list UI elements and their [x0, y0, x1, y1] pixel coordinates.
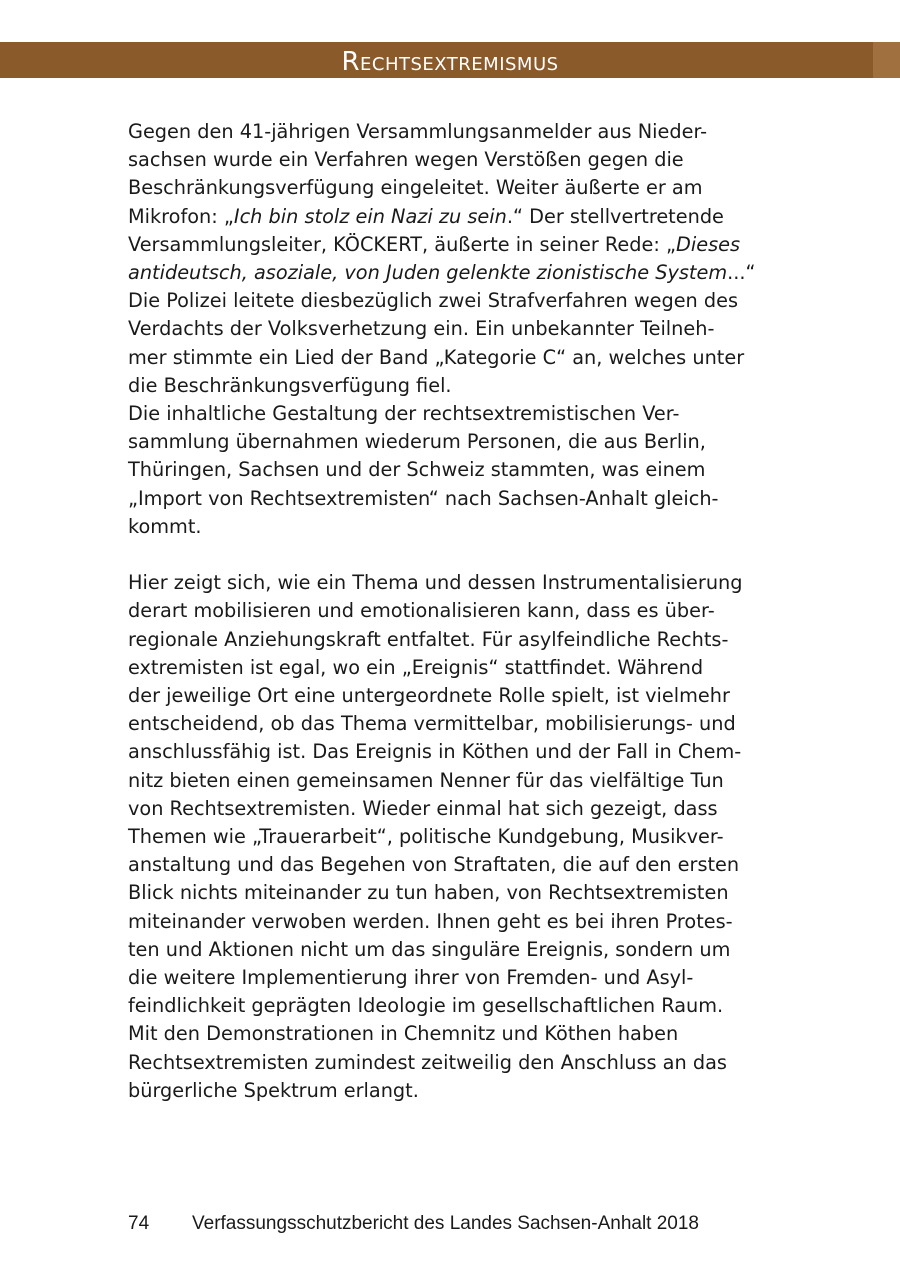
- text-line: der jeweilige Ort eine untergeordnete Rolle spielt, ist vielmehr: [128, 684, 730, 708]
- quote-italic: Dieses: [676, 232, 741, 256]
- text-line: Beschränkungsverfügung eingeleitet. Weiter äußerte er am: [128, 176, 703, 200]
- text-line: [128, 259, 778, 287]
- text-line: Thüringen, Sachsen und der Schweiz stammten, was einem: [128, 458, 706, 482]
- text-line: Rechtsextremisten zumindest zeitweilig den Anschluss an das: [128, 1050, 727, 1074]
- text-line: anschlussfähig ist. Das Ereignis in Köthen und der Fall in Chem-: [128, 740, 742, 764]
- text-line: Die inhaltliche Gestaltung der rechtsextremistischen Ver-: [128, 402, 680, 426]
- text-run: .“ Der stellvertretende: [506, 204, 724, 228]
- text-line: die Beschränkungsverfügung fiel.: [128, 373, 452, 397]
- text-line: [128, 203, 778, 231]
- body-text: [128, 118, 778, 1105]
- text-line: kommt.: [128, 514, 202, 538]
- text-line: bürgerliche Spektrum erlangt.: [128, 1078, 419, 1102]
- text-line: Die Polizei leitete diesbezüglich zwei Strafverfahren wegen des: [128, 289, 739, 313]
- publication-title: Verfassungsschutzbericht des Landes Sachsen-Anhalt 2018: [192, 1213, 699, 1234]
- text-line: Verdachts der Volksverhetzung ein. Ein unbekannter Teilneh-: [128, 317, 715, 341]
- text-line: derart mobilisieren und emotionalisieren kann, dass es über-: [128, 599, 715, 623]
- text-line: feindlichkeit geprägten Ideologie im gesellschaftlichen Raum.: [128, 994, 724, 1018]
- text-line: ten und Aktionen nicht um das singuläre Ereignis, sondern um: [128, 937, 731, 961]
- paragraph: [128, 569, 778, 1105]
- text-line: sachsen wurde ein Verfahren wegen Verstößen gegen die: [128, 148, 684, 172]
- text-line: regionale Anziehungskraft entfaltet. Für asylfeindliche Rechts-: [128, 627, 729, 651]
- text-line: extremisten ist egal, wo ein „Ereignis“ stattfindet. Während: [128, 655, 704, 679]
- text-line: mer stimmte ein Lied der Band „Kategorie C“ an, welches unter: [128, 345, 745, 369]
- text-run: Versammlungsleiter, KÖCKERT, äußerte in seiner Rede: „: [128, 232, 676, 256]
- text-line: Blick nichts miteinander zu tun haben, von Rechtsextremisten: [128, 881, 729, 905]
- quote-italic: Ich bin stolz ein Nazi zu sein: [233, 204, 507, 228]
- text-run: ...“: [727, 261, 756, 285]
- text-line: entscheidend, ob das Thema vermittelbar, mobilisierungs- und: [128, 712, 736, 736]
- quote-italic: antideutsch, asoziale, von Juden gelenkte zionistische System: [128, 261, 728, 285]
- section-title: Rechtsextremismus: [341, 47, 559, 77]
- text-line: Hier zeigt sich, wie ein Thema und dessen Instrumentalisierung: [128, 571, 743, 595]
- paragraph: [128, 118, 778, 541]
- page-footer: [128, 1213, 699, 1235]
- paragraph-gap: [128, 541, 778, 569]
- text-line: [128, 231, 778, 259]
- page-number: 74: [128, 1213, 150, 1234]
- text-line: Mit den Demonstrationen in Chemnitz und Köthen haben: [128, 1022, 679, 1046]
- text-run: Mikrofon: „: [128, 204, 234, 228]
- text-line: miteinander verwoben werden. Ihnen geht es bei ihren Protes-: [128, 909, 733, 933]
- text-line: Themen wie „Trauerarbeit“, politische Kundgebung, Musikver-: [128, 825, 724, 849]
- text-line: sammlung übernahmen wiederum Personen, die aus Berlin,: [128, 430, 706, 454]
- text-line: anstaltung und das Begehen von Straftaten, die auf den ersten: [128, 853, 740, 877]
- text-line: Gegen den 41-jährigen Versammlungsanmelder aus Nieder-: [128, 120, 708, 143]
- text-line: die weitere Implementierung ihrer von Fremden- und Asyl-: [128, 966, 694, 990]
- text-line: nitz bieten einen gemeinsamen Nenner für das vielfältige Tun: [128, 768, 724, 792]
- text-line: von Rechtsextremisten. Wieder einmal hat sich gezeigt, dass: [128, 796, 718, 820]
- text-line: „Import von Rechtsextremisten“ nach Sachsen-Anhalt gleich-: [128, 486, 719, 510]
